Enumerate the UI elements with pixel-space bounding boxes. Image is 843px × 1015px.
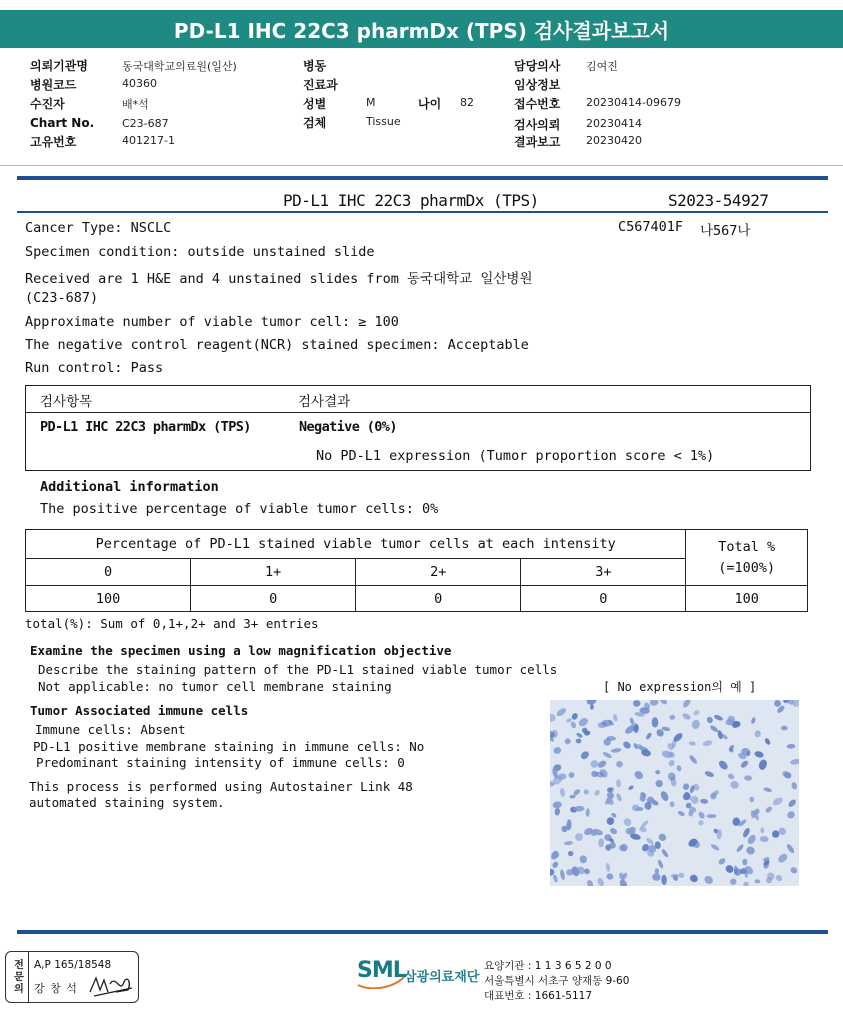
nucleus xyxy=(729,780,739,790)
additional-heading: Additional information xyxy=(40,479,219,495)
additional-text: The positive percentage of viable tumor cells: 0% xyxy=(40,501,439,517)
nucleus xyxy=(754,730,761,738)
tissue-micrograph-image xyxy=(550,700,799,886)
nucleus xyxy=(609,827,618,835)
nucleus xyxy=(717,857,726,866)
line-viable-cells: Approximate number of viable tumor cell: ≥ 100 xyxy=(25,314,399,330)
nucleus xyxy=(688,754,698,765)
nucleus xyxy=(605,872,614,881)
label-patient: 수진자 xyxy=(30,97,65,111)
immune-line1: Immune cells: Absent xyxy=(35,722,186,737)
nucleus xyxy=(622,817,633,828)
nucleus xyxy=(584,789,589,795)
nucleus xyxy=(742,858,748,865)
result-value: Negative (0%) xyxy=(299,419,397,435)
nucleus xyxy=(564,841,573,846)
immune-line2: PD-L1 positive membrane staining in immune cells: No xyxy=(33,739,425,754)
result-box-divider xyxy=(25,412,811,413)
line-run-control: Run control: Pass xyxy=(25,360,164,376)
nucleus xyxy=(616,779,622,787)
nucleus xyxy=(682,782,690,790)
nucleus xyxy=(689,741,696,746)
nucleus xyxy=(727,773,735,781)
nucleus xyxy=(729,877,738,886)
nucleus xyxy=(702,740,713,747)
nucleus xyxy=(602,751,613,759)
line-chart-ref: (C23-687) xyxy=(25,290,99,306)
value-level-2plus: 0 xyxy=(356,586,521,612)
header-divider xyxy=(0,165,843,166)
nucleus xyxy=(576,732,584,739)
nucleus xyxy=(583,867,591,875)
label-receipt-no: 접수번호 xyxy=(514,97,561,111)
examine-line2: Not applicable: no tumor cell membrane staining xyxy=(38,679,392,694)
nucleus xyxy=(745,846,755,856)
nucleus xyxy=(786,810,796,820)
examine-heading: Examine the specimen using a low magnification objective xyxy=(30,643,452,658)
nucleus xyxy=(645,732,653,740)
nucleus xyxy=(605,863,610,872)
nucleus xyxy=(610,748,621,754)
nucleus xyxy=(569,795,576,799)
nucleus xyxy=(771,796,784,807)
total-header-cell xyxy=(686,530,808,586)
nucleus xyxy=(713,714,723,722)
nucleus xyxy=(551,861,559,869)
nucleus xyxy=(586,879,594,886)
immune-heading: Tumor Associated immune cells xyxy=(30,703,249,718)
result-item: PD-L1 IHC 22C3 pharmDx (TPS) xyxy=(40,419,251,435)
level-1plus: 1+ xyxy=(191,559,356,586)
nucleus xyxy=(661,848,670,858)
label-request-date: 검사의뢰 xyxy=(514,118,561,132)
intensity-note: total(%): Sum of 0,1+,2+ and 3+ entries xyxy=(25,616,319,631)
value-institution: 동국대학교의료원(일산) xyxy=(122,60,237,73)
line-ncr: The negative control reagent(NCR) stained specimen: Acceptable xyxy=(25,337,529,353)
nucleus xyxy=(671,874,680,878)
nucleus xyxy=(586,808,590,817)
nucleus xyxy=(693,709,701,716)
nucleus xyxy=(743,881,750,886)
nucleus xyxy=(760,836,769,843)
process-line1: This process is performed using Autostainer Link 48 xyxy=(29,779,413,794)
nucleus xyxy=(763,787,772,793)
stamp-doctor: 강 창 석 xyxy=(34,982,78,995)
report-top-rule xyxy=(17,176,828,180)
process-line2: automated staining system. xyxy=(29,795,225,810)
nucleus xyxy=(565,738,571,744)
nucleus xyxy=(568,772,575,779)
value-level-0: 100 xyxy=(26,586,191,612)
nucleus xyxy=(649,700,659,707)
nucleus xyxy=(652,873,661,881)
nucleus xyxy=(553,747,562,755)
label-department: 진료과 xyxy=(303,78,338,92)
value-patient: 배*석 xyxy=(122,98,149,111)
nucleus xyxy=(775,874,784,883)
nucleus xyxy=(691,719,701,730)
nucleus xyxy=(657,832,667,842)
nucleus xyxy=(791,782,798,791)
nucleus xyxy=(676,765,682,772)
nucleus xyxy=(669,801,675,807)
nucleus xyxy=(576,738,582,743)
nucleus xyxy=(618,843,629,853)
label-hospital-code: 병원코드 xyxy=(30,78,77,92)
line-specimen-condition: Specimen condition: outside unstained slide xyxy=(25,244,375,260)
value-sex: M xyxy=(366,96,376,109)
value-unique-no: 401217-1 xyxy=(122,134,175,147)
value-doctor: 김여진 xyxy=(586,60,618,73)
nucleus xyxy=(682,700,692,709)
nucleus xyxy=(754,750,765,758)
nucleus xyxy=(597,759,608,769)
nucleus xyxy=(661,875,667,885)
total-sub: (=100%) xyxy=(718,559,776,576)
image-caption: [ No expression의 예 ] xyxy=(603,680,757,694)
intensity-header: Percentage of PD-L1 stained viable tumor cells at each intensity xyxy=(26,530,686,559)
nucleus xyxy=(681,712,691,721)
nucleus xyxy=(567,850,574,857)
report-title-underline xyxy=(17,211,828,213)
footer-info1: 요양기관 : 1 1 3 6 5 2 0 0 xyxy=(484,960,612,972)
nucleus xyxy=(677,810,685,817)
nucleus xyxy=(786,843,796,854)
nucleus xyxy=(709,724,719,733)
nucleus xyxy=(724,863,735,874)
nucleus xyxy=(552,801,562,809)
nucleus xyxy=(628,785,635,791)
nucleus xyxy=(740,759,750,769)
nucleus xyxy=(612,714,618,722)
report-bottom-rule xyxy=(17,930,828,934)
nucleus xyxy=(710,843,720,852)
nucleus xyxy=(760,827,764,833)
intensity-table xyxy=(25,529,808,612)
nucleus xyxy=(555,707,567,718)
footer-info2: 서울특별시 서초구 양재동 9-60 xyxy=(484,975,630,987)
nucleus xyxy=(655,770,660,775)
sml-logo-swoosh-icon xyxy=(356,955,406,989)
nucleus xyxy=(579,855,588,865)
level-2plus: 2+ xyxy=(356,559,521,586)
nucleus xyxy=(593,789,601,797)
footer-info3: 대표번호 : 1661-5117 xyxy=(484,990,593,1002)
nucleus xyxy=(777,852,790,864)
nucleus xyxy=(633,700,641,707)
total-label: Total % xyxy=(718,538,776,555)
nucleus xyxy=(559,788,565,798)
line-cancer-type: Cancer Type: NSCLC xyxy=(25,220,172,236)
nucleus xyxy=(615,793,622,802)
value-receipt-no: 20230414-09679 xyxy=(586,96,681,109)
sml-logo: SML xyxy=(357,958,406,983)
value-chart-no: C23-687 xyxy=(122,117,169,130)
nucleus xyxy=(697,819,705,827)
nucleus xyxy=(659,700,668,706)
org-name: 삼광의료재단 xyxy=(404,970,480,985)
signature-stamp xyxy=(5,951,139,1003)
nucleus xyxy=(596,877,605,886)
nucleus xyxy=(789,866,798,874)
value-report-date: 20230420 xyxy=(586,134,642,147)
nucleus xyxy=(657,859,664,869)
nucleus xyxy=(717,759,729,771)
label-chart-no: Chart No. xyxy=(30,116,95,130)
nucleus xyxy=(577,716,589,728)
examine-line1: Describe the staining pattern of the PD-L1 stained viable tumor cells xyxy=(38,662,558,677)
nucleus xyxy=(590,759,599,768)
level-0: 0 xyxy=(26,559,191,586)
value-level-3plus: 0 xyxy=(521,586,686,612)
nucleus xyxy=(659,790,669,802)
nucleus xyxy=(707,814,717,818)
report-test-name: PD-L1 IHC 22C3 pharmDx (TPS) xyxy=(283,191,539,210)
label-sex: 성별 xyxy=(303,97,327,111)
value-level-1plus: 0 xyxy=(191,586,356,612)
result-detail: No PD-L1 expression (Tumor proportion score < 1%) xyxy=(316,448,715,464)
nucleus xyxy=(590,704,594,710)
nucleus xyxy=(616,761,623,768)
nucleus xyxy=(744,775,752,781)
nucleus xyxy=(550,714,556,722)
report-code2: 나567나 xyxy=(700,223,751,239)
nucleus xyxy=(668,759,676,768)
signature-icon xyxy=(86,970,136,1000)
result-col-result: 검사결과 xyxy=(298,394,351,410)
immune-line3: Predominant staining intensity of immune cells: 0 xyxy=(36,755,405,770)
nucleus xyxy=(764,737,771,745)
stamp-license: A,P 165/18548 xyxy=(34,959,112,971)
nucleus xyxy=(655,780,663,788)
label-unique-no: 고유번호 xyxy=(30,135,77,149)
level-3plus: 3+ xyxy=(521,559,686,586)
value-request-date: 20230414 xyxy=(586,117,642,130)
nucleus xyxy=(703,874,715,885)
nucleus xyxy=(736,843,745,853)
tissue-cells xyxy=(550,700,799,886)
line-received: Received are 1 H&E and 4 unstained slides from 동국대학교 일산병원 xyxy=(25,271,533,287)
nucleus xyxy=(706,716,714,725)
nucleus xyxy=(754,879,760,883)
label-specimen: 검체 xyxy=(303,116,327,130)
label-institution: 의뢰기관명 xyxy=(30,59,88,73)
nucleus xyxy=(622,740,632,750)
nucleus xyxy=(579,750,590,761)
nucleus xyxy=(655,868,660,874)
nucleus xyxy=(598,838,604,847)
nucleus xyxy=(787,744,796,749)
nucleus xyxy=(764,805,773,813)
nucleus xyxy=(606,816,615,826)
report-title: PD-L1 IHC 22C3 pharmDx (TPS) 검사결과보고서 xyxy=(0,10,843,48)
stamp-label: 전문의 xyxy=(6,952,29,1002)
value-age: 82 xyxy=(460,96,474,109)
nucleus xyxy=(633,769,645,780)
nucleus xyxy=(750,717,756,725)
report-number: S2023-54927 xyxy=(668,191,769,210)
nucleus xyxy=(704,770,715,778)
nucleus xyxy=(787,798,797,808)
report-code1: C567401F xyxy=(618,219,684,235)
nucleus xyxy=(571,712,579,721)
nucleus xyxy=(669,714,675,720)
value-specimen: Tissue xyxy=(366,115,401,128)
nucleus xyxy=(758,758,769,770)
label-doctor: 담당의사 xyxy=(514,59,561,73)
nucleus xyxy=(559,869,565,880)
nucleus xyxy=(652,717,659,728)
nucleus xyxy=(790,758,799,765)
nucleus xyxy=(574,832,584,842)
nucleus xyxy=(570,721,577,729)
value-hospital-code: 40360 xyxy=(122,77,157,90)
nucleus xyxy=(690,795,699,804)
nucleus xyxy=(689,873,699,883)
nucleus xyxy=(781,726,788,731)
label-report-date: 결과보고 xyxy=(514,135,561,149)
nucleus xyxy=(700,798,709,804)
label-age: 나이 xyxy=(418,97,442,111)
label-ward: 병동 xyxy=(303,59,327,73)
label-clinical-info: 임상정보 xyxy=(514,78,561,92)
value-total: 100 xyxy=(686,586,808,612)
nucleus xyxy=(697,811,705,820)
nucleus xyxy=(554,808,560,816)
nucleus xyxy=(749,796,754,802)
nucleus xyxy=(552,874,558,883)
result-col-item: 검사항목 xyxy=(40,394,93,410)
